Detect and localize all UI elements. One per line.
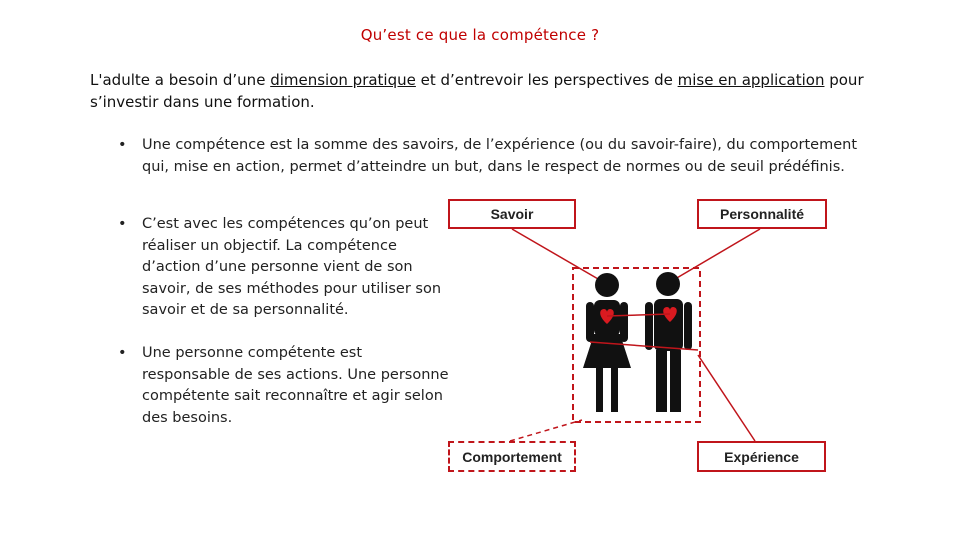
bullet-text: Une compétence est la somme des savoirs, de l’expérience (ou du savoir-faire), du comportement qui, mise en action, permet d’atteindre un but, dans le respect de normes ou de seuil prédéfinis. (142, 137, 858, 175)
heart-icon (600, 309, 614, 324)
bullet-text: Une personne compétente est responsable de ses actions. Une personne compétente sait reconnaître et agir selon des besoins. (142, 345, 449, 426)
bullet-dot: • (118, 137, 127, 153)
connector-comportement (510, 420, 582, 441)
figure-link-top (607, 314, 670, 316)
intro-paragraph (90, 69, 870, 113)
savoir-box: Savoir (448, 199, 576, 229)
bullet-text: C’est avec les compétences qu’on peut réaliser un objectif. La compétence d’action d’une personne vient de son savoir, de ses méthodes pour utiliser son savoir et de sa personnalité. (142, 216, 442, 318)
connector-experience (698, 355, 755, 441)
heart-icon (663, 307, 677, 322)
bullet-item-objectif (118, 214, 447, 322)
bullet-dot: • (118, 345, 127, 361)
intro-text-1: L'adulte a besoin d’une (90, 71, 271, 89)
connector-savoir (512, 229, 605, 283)
page-title: Qu’est ce que la compétence ? (360, 26, 600, 44)
experience-box: Expérience (697, 441, 826, 472)
personnalite-box: Personnalité (697, 199, 827, 229)
woman-figure-icon (583, 273, 631, 412)
intro-underline-2: mise en application (677, 71, 825, 89)
bullet-dot: • (118, 216, 127, 232)
man-figure-icon (645, 272, 692, 412)
bullet-item-definition (118, 135, 872, 178)
figures-frame (573, 268, 700, 422)
intro-text-3: pour s’investir dans une formation. (90, 71, 864, 111)
head-dot-man (667, 279, 673, 285)
connector-personnalite (670, 229, 760, 282)
intro-underline-1: dimension pratique (270, 71, 416, 89)
head-dot-woman (603, 280, 609, 286)
bullet-item-responsable (118, 343, 452, 429)
intro-text-2: et d’entrevoir les perspectives de (415, 71, 678, 89)
comportement-box: Comportement (448, 441, 576, 472)
figure-link-bottom (590, 342, 698, 350)
